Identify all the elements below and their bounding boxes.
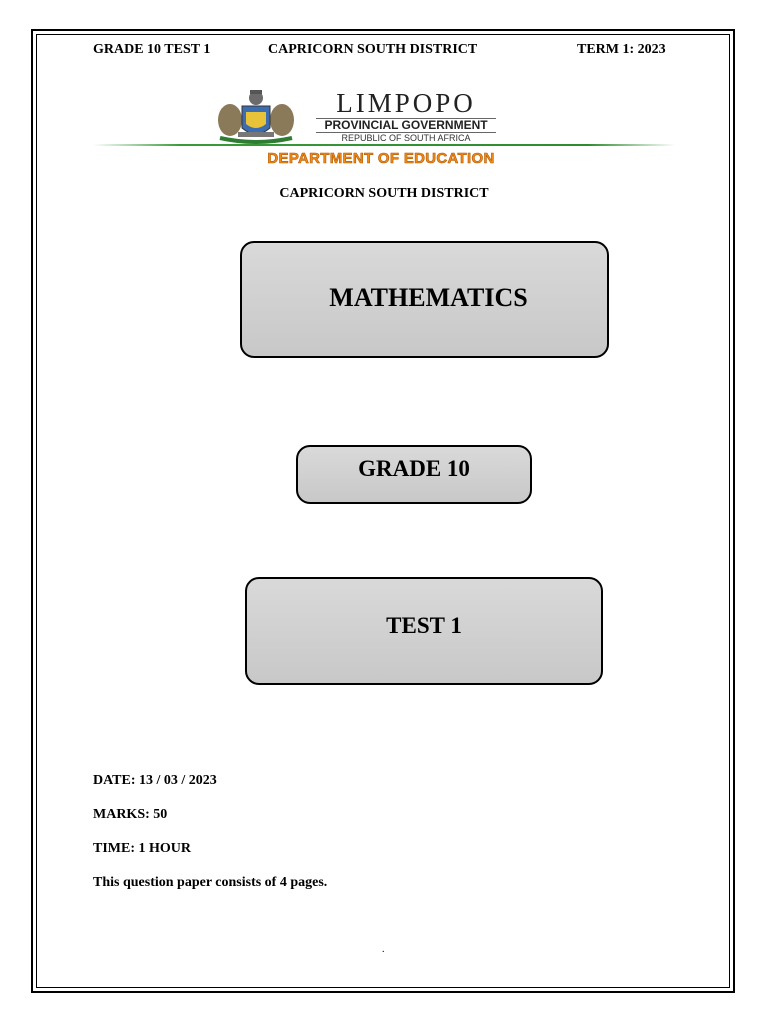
footer-mark: . (382, 944, 385, 955)
exam-marks: MARKS: 50 (93, 807, 168, 822)
subject-box (240, 241, 609, 358)
green-divider (93, 144, 675, 146)
exam-time: TIME: 1 HOUR (93, 841, 191, 856)
logo-republic: REPUBLIC OF SOUTH AFRICA (341, 133, 471, 143)
logo-wordmark (316, 88, 496, 144)
page-count-note: This question paper consists of 4 pages. (93, 875, 328, 890)
grade-box (296, 445, 532, 504)
header-district: CAPRICORN SOUTH DISTRICT (268, 42, 478, 57)
department-title: DEPARTMENT OF EDUCATION (267, 150, 495, 167)
logo-province-name: LIMPOPO (336, 88, 476, 118)
exam-date: DATE: 13 / 03 / 2023 (93, 773, 217, 788)
header-term: TERM 1: 2023 (577, 42, 666, 57)
subject-label: MATHEMATICS (329, 282, 528, 312)
header-grade-test: GRADE 10 TEST 1 (93, 42, 211, 57)
district-title: CAPRICORN SOUTH DISTRICT (279, 186, 489, 201)
test-box (245, 577, 603, 685)
test-label: TEST 1 (386, 613, 462, 638)
grade-label: GRADE 10 (358, 455, 470, 481)
logo-government: PROVINCIAL GOVERNMENT (316, 118, 496, 133)
